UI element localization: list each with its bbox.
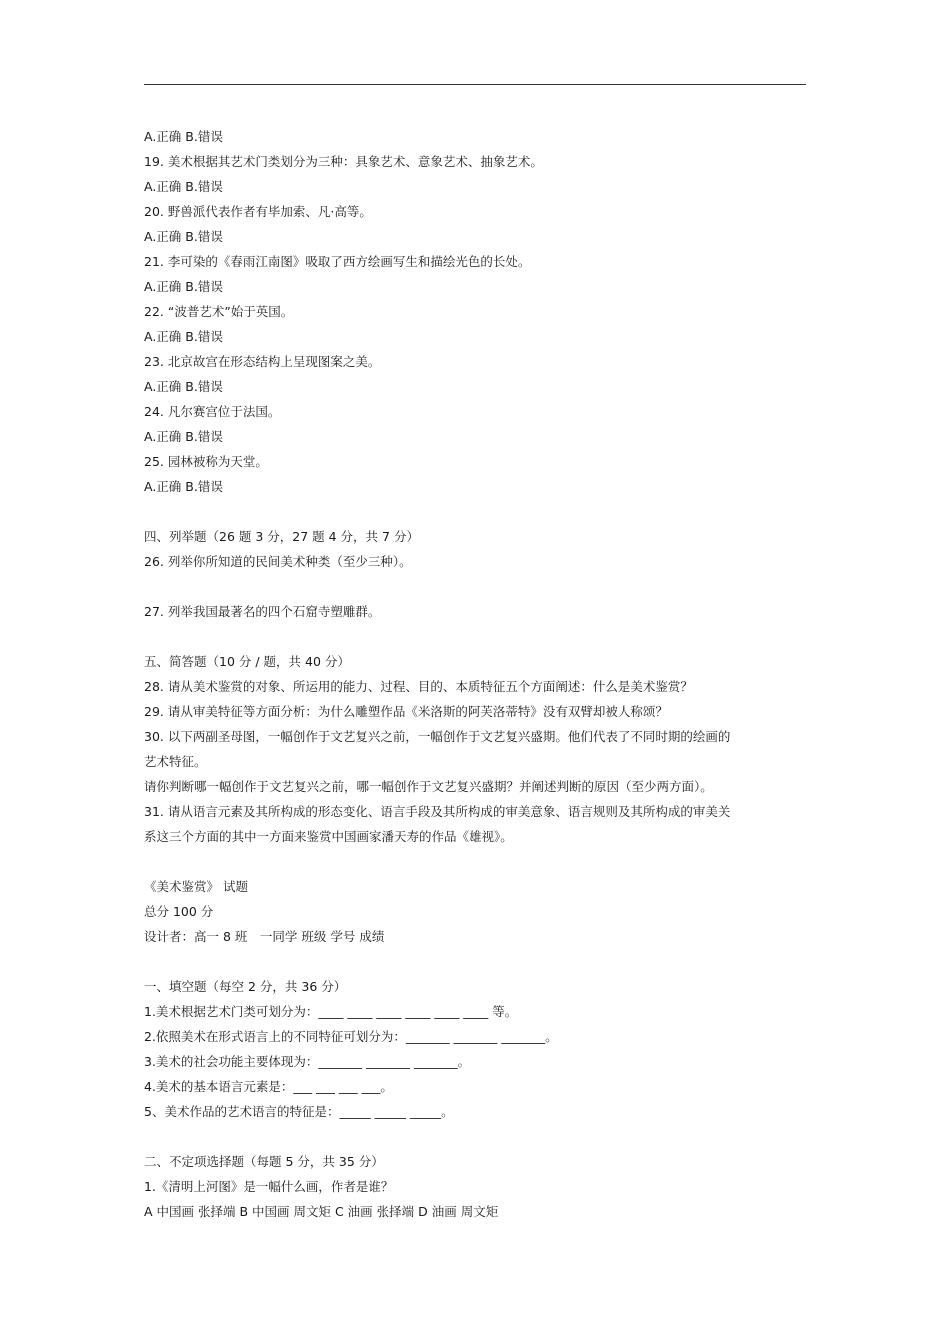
question-19: 19. 美术根据其艺术门类划分为三种：具象艺术、意象艺术、抽象艺术。 xyxy=(144,154,543,169)
question-30: 30. 以下两副圣母图，一幅创作于文艺复兴之前，一幅创作于文艺复兴盛期。他们代表了不同时期的绘画的 xyxy=(144,729,731,744)
section-heading-listing: 四、列举题（26 题 3 分，27 题 4 分，共 7 分） xyxy=(144,529,419,544)
blank-line xyxy=(144,849,808,874)
exam-title: 《美术鉴赏》 试题 xyxy=(144,879,248,894)
section-heading-short-answer: 五、简答题（10 分 / 题，共 40 分） xyxy=(144,654,350,669)
fill-question-3: 3.美术的社会功能主要体现为：_______ _______ _______。 xyxy=(144,1054,471,1069)
choice-question-1: 1.《清明上河图》是一幅什么画，作者是谁？ xyxy=(144,1179,394,1194)
fill-question-5: 5、美术作品的艺术语言的特征是：_____ _____ _____。 xyxy=(144,1104,454,1119)
question-25: 25. 园林被称为天堂。 xyxy=(144,454,268,469)
total-score: 总分 100 分 xyxy=(144,904,214,919)
fill-question-2: 2.依照美术在形式语言上的不同特征可划分为：_______ _______ _______。 xyxy=(144,1029,558,1044)
question-21: 21. 李可染的《春雨江南图》吸取了西方绘画写生和描绘光色的长处。 xyxy=(144,254,531,269)
question-20: 20. 野兽派代表作者有毕加索、凡·高等。 xyxy=(144,204,372,219)
question-30-prompt: 请你判断哪一幅创作于文艺复兴之前，哪一幅创作于文艺复兴盛期？并阐述判断的原因（至少两方面）。 xyxy=(144,779,713,794)
question-26: 26. 列举你所知道的民间美术种类（至少三种）。 xyxy=(144,554,412,569)
answer-options: A.正确 B.错误 xyxy=(144,329,223,344)
blank-line xyxy=(144,499,808,524)
fill-question-1: 1.美术根据艺术门类可划分为：____ ____ ____ ____ ____ ____ 等。 xyxy=(144,1004,518,1019)
answer-options: A.正确 B.错误 xyxy=(144,479,223,494)
answer-options: A.正确 B.错误 xyxy=(144,129,223,144)
blank-line xyxy=(144,1124,808,1149)
question-30-continued: 艺术特征。 xyxy=(144,754,207,769)
header-rule xyxy=(144,84,806,85)
answer-options: A.正确 B.错误 xyxy=(144,179,223,194)
blank-line xyxy=(144,949,808,974)
designer-info: 设计者：高一 8 班 一同学 班级 学号 成绩 xyxy=(144,929,385,944)
question-24: 24. 凡尔赛宫位于法国。 xyxy=(144,404,281,419)
answer-options: A.正确 B.错误 xyxy=(144,429,223,444)
answer-options: A.正确 B.错误 xyxy=(144,379,223,394)
document-body xyxy=(144,124,808,1224)
section-heading-fill-blank: 一、填空题（每空 2 分，共 36 分） xyxy=(144,979,347,994)
fill-question-4: 4.美术的基本语言元素是：___ ___ ___ ___。 xyxy=(144,1079,393,1094)
choice-question-1-options: A 中国画 张择端 B 中国画 周文矩 C 油画 张择端 D 油画 周文矩 xyxy=(144,1204,499,1219)
blank-line xyxy=(144,574,808,599)
question-29: 29. 请从审美特征等方面分析：为什么雕塑作品《米洛斯的阿芙洛蒂特》没有双臂却被人称颂？ xyxy=(144,704,668,719)
section-heading-multiple-choice: 二、不定项选择题（每题 5 分，共 35 分） xyxy=(144,1154,384,1169)
question-27: 27. 列举我国最著名的四个石窟寺塑雕群。 xyxy=(144,604,381,619)
answer-options: A.正确 B.错误 xyxy=(144,229,223,244)
question-22: 22. “波普艺术”始于英国。 xyxy=(144,304,294,319)
question-31: 31. 请从语言元素及其所构成的形态变化、语言手段及其所构成的审美意象、语言规则及其所构成的审美关 xyxy=(144,804,731,819)
question-28: 28. 请从美术鉴赏的对象、所运用的能力、过程、目的、本质特征五个方面阐述：什么是美术鉴赏？ xyxy=(144,679,693,694)
answer-options: A.正确 B.错误 xyxy=(144,279,223,294)
blank-line xyxy=(144,624,808,649)
question-23: 23. 北京故宫在形态结构上呈现图案之美。 xyxy=(144,354,381,369)
question-31-continued: 系这三个方面的其中一方面来鉴赏中国画家潘天寿的作品《雄视》。 xyxy=(144,829,513,844)
